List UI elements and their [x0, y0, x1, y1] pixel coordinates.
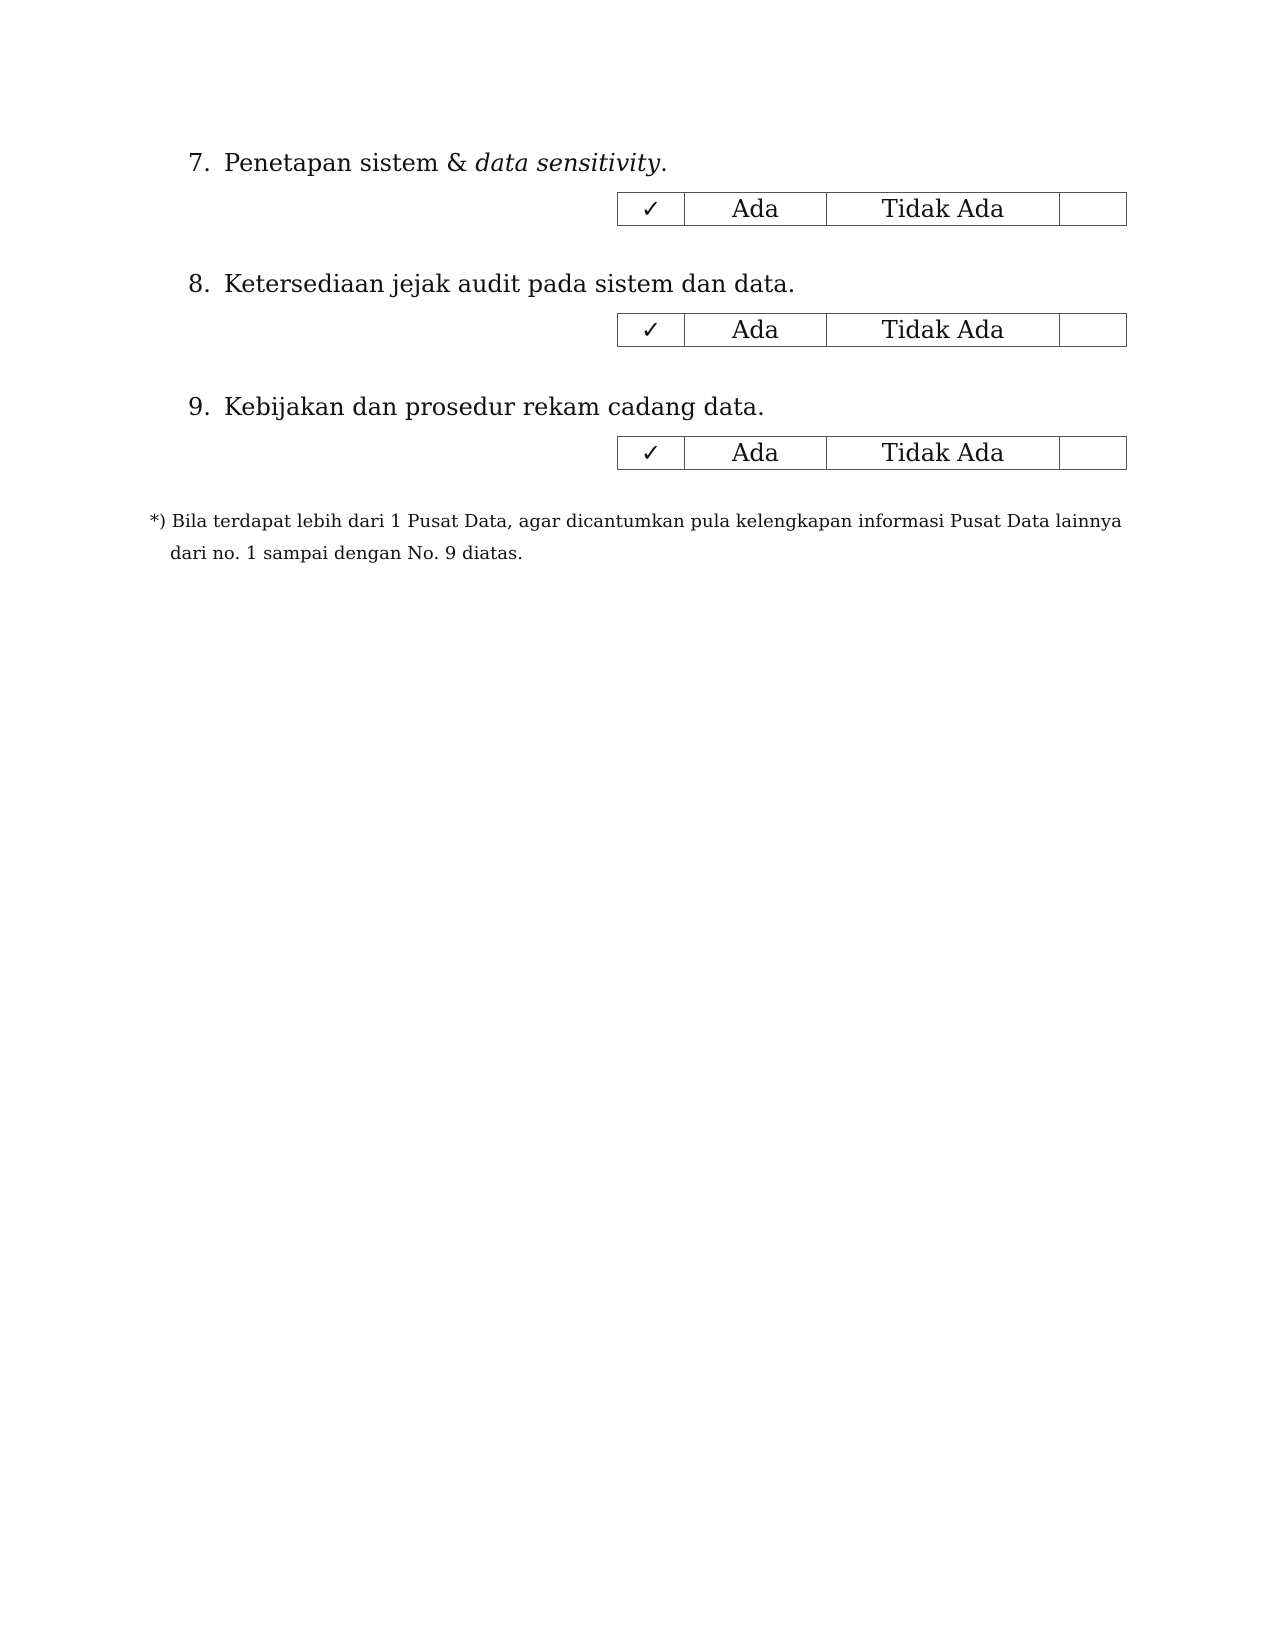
checkbox-ada-checked[interactable]: ✓ [618, 314, 685, 347]
question-number: 8. [188, 270, 211, 298]
option-ada-label: Ada [685, 437, 827, 470]
question-text: Ketersediaan jejak audit pada sistem dan data. [224, 270, 796, 298]
footnote-line-1: *) Bila terdapat lebih dari 1 Pusat Data, agar dicantumkan pula kelengkapan informasi Pusat Data lainnya [150, 511, 1122, 532]
checkbox-tidak-ada[interactable] [1060, 193, 1127, 226]
question-title-9 [188, 392, 765, 422]
answer-table-7 [617, 192, 1127, 226]
checkbox-ada-checked[interactable]: ✓ [618, 193, 685, 226]
option-ada-label: Ada [685, 314, 827, 347]
answer-table-8 [617, 313, 1127, 347]
option-ada-label: Ada [685, 193, 827, 226]
question-title-7 [188, 148, 668, 178]
checkbox-tidak-ada[interactable] [1060, 437, 1127, 470]
question-text-italic: data sensitivity [475, 149, 661, 177]
option-tidak-ada-label: Tidak Ada [827, 193, 1060, 226]
checkbox-ada-checked[interactable]: ✓ [618, 437, 685, 470]
footnote [150, 506, 1130, 570]
question-text-end: . [660, 149, 668, 177]
option-tidak-ada-label: Tidak Ada [827, 314, 1060, 347]
footnote-line-2: dari no. 1 sampai dengan No. 9 diatas. [170, 543, 523, 564]
question-title-8 [188, 269, 795, 299]
answer-table-9 [617, 436, 1127, 470]
question-text: Kebijakan dan prosedur rekam cadang data. [224, 393, 765, 421]
checkbox-tidak-ada[interactable] [1060, 314, 1127, 347]
question-number: 7. [188, 149, 211, 177]
option-tidak-ada-label: Tidak Ada [827, 437, 1060, 470]
question-text: Penetapan sistem & [224, 149, 476, 177]
question-number: 9. [188, 393, 211, 421]
